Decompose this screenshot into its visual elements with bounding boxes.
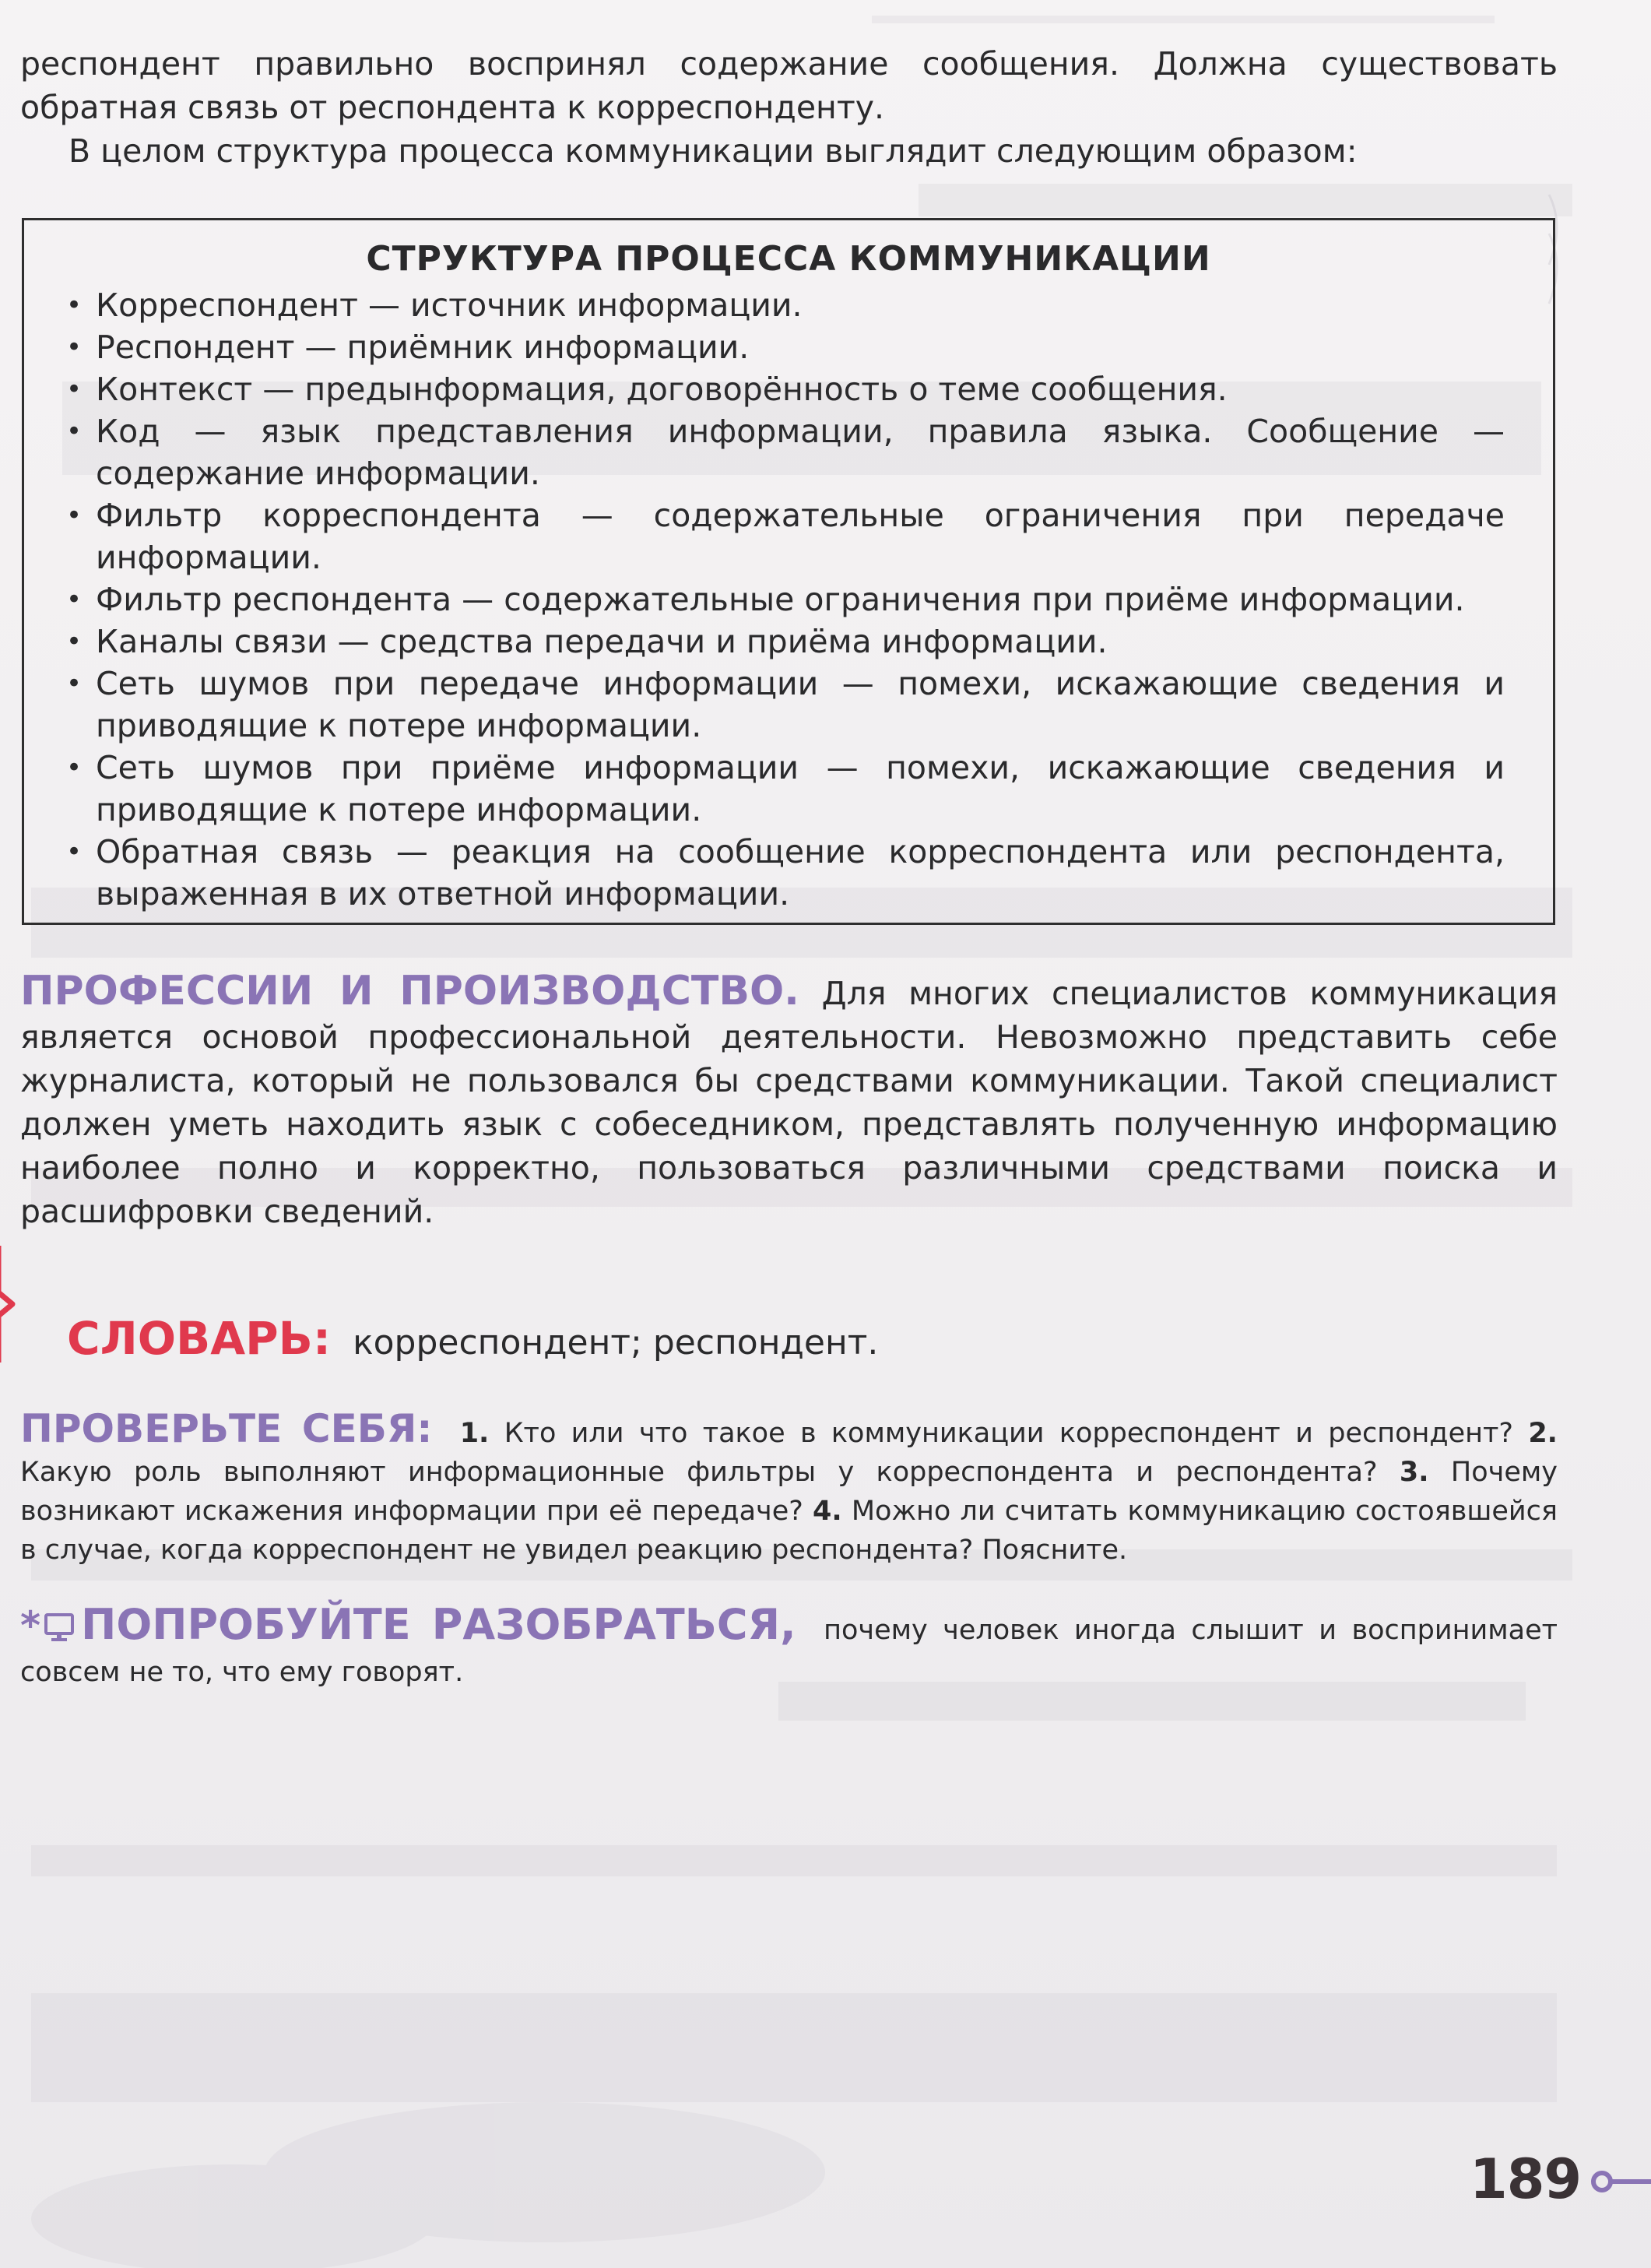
structure-item: • Обратная связь — реакция на сообщение корреспондента или респондента, выраженная в их ответной информации.: [72, 831, 1505, 915]
question-number: 4.: [813, 1496, 842, 1527]
structure-item: • Сеть шумов при передаче информации — помехи, искажающие сведения и приводящие к потере информации.: [72, 663, 1505, 747]
question-number: 3.: [1399, 1457, 1429, 1488]
star-marker: *: [20, 1603, 41, 1648]
vocabulary-text: корреспондент; респондент.: [353, 1323, 879, 1363]
question-number: 2.: [1528, 1418, 1558, 1449]
page-marker-icon: [1590, 2166, 1651, 2197]
intro-text-2: В целом структура процесса коммуникации выглядит следующим образом:: [68, 132, 1358, 170]
computer-icon: [44, 1612, 75, 1642]
try-to-understand-block: [20, 1600, 1558, 1693]
intro-text-1: респондент правильно воспринял содержание сообщения. Должна существовать обратная связь от респондента к корреспонденту.: [20, 45, 1558, 126]
professions-text: Для многих специалистов коммуникация является основой профессиональной деятельности. Невозможно представить себе журналиста, который не пользовался бы средствами коммуникации. Такой специалист должен уметь находить язык с собеседником, представлять полученную информацию наиболее полно и корректно, пользоваться различными средствами поиска и расшифровки сведений.: [20, 975, 1558, 1230]
intro-paragraph: [20, 42, 1558, 173]
vocabulary-marker-icon: [0, 1246, 19, 1363]
vocabulary-heading: СЛОВАРЬ:: [67, 1312, 332, 1365]
check-yourself-block: [20, 1406, 1558, 1570]
structure-item: • Фильтр корреспондента — содержательные ограничения при передаче информации.: [72, 494, 1505, 578]
structure-item: • Фильтр респондента — содержательные ограничения при приёме информации.: [72, 578, 1505, 621]
structure-list: [72, 284, 1505, 915]
check-heading: ПРОВЕРЬТЕ СЕБЯ:: [20, 1406, 433, 1451]
page-number: 189: [1470, 2147, 1582, 2211]
structure-title: СТРУКТУРА ПРОЦЕССА КОММУНИКАЦИИ: [366, 239, 1211, 279]
question-text: Кто или что такое в коммуникации корреспондент и респондент?: [504, 1418, 1513, 1449]
structure-item: • Контекст — предынформация, договорённость о теме сообщения.: [72, 368, 1505, 410]
structure-item: • Корреспондент — источник информации.: [72, 284, 1505, 326]
question-text: Можно ли считать коммуникацию состоявшейся в случае, когда корреспондент не увидел реакцию респондента? Поясните.: [20, 1496, 1558, 1566]
vocabulary-line: [67, 1311, 1468, 1370]
structure-item: • Код — язык представления информации, правила языка. Сообщение — содержание информации.: [72, 410, 1505, 494]
question-number: 1.: [459, 1418, 490, 1449]
structure-item: • Каналы связи — средства передачи и приёма информации.: [72, 621, 1505, 663]
try-text: почему человек иногда слышит и воспринимает совсем не то, что ему говорят.: [20, 1615, 1558, 1688]
question-text: Почему возникают искажения информации при её передаче?: [20, 1457, 1558, 1527]
professions-heading: ПРОФЕССИИ И ПРОИЗВОДСТВО.: [20, 968, 799, 1014]
structure-item: • Сеть шумов при приёме информации — помехи, искажающие сведения и приводящие к потере информации.: [72, 747, 1505, 831]
professions-paragraph: [20, 969, 1558, 1233]
question-text: Какую роль выполняют информационные фильтры у корреспондента и респондента?: [20, 1457, 1378, 1488]
structure-item: • Респондент — приёмник информации.: [72, 326, 1505, 368]
try-heading: ПОПРОБУЙТЕ РАЗОБРАТЬСЯ,: [81, 1600, 796, 1649]
structure-box: [22, 218, 1555, 925]
